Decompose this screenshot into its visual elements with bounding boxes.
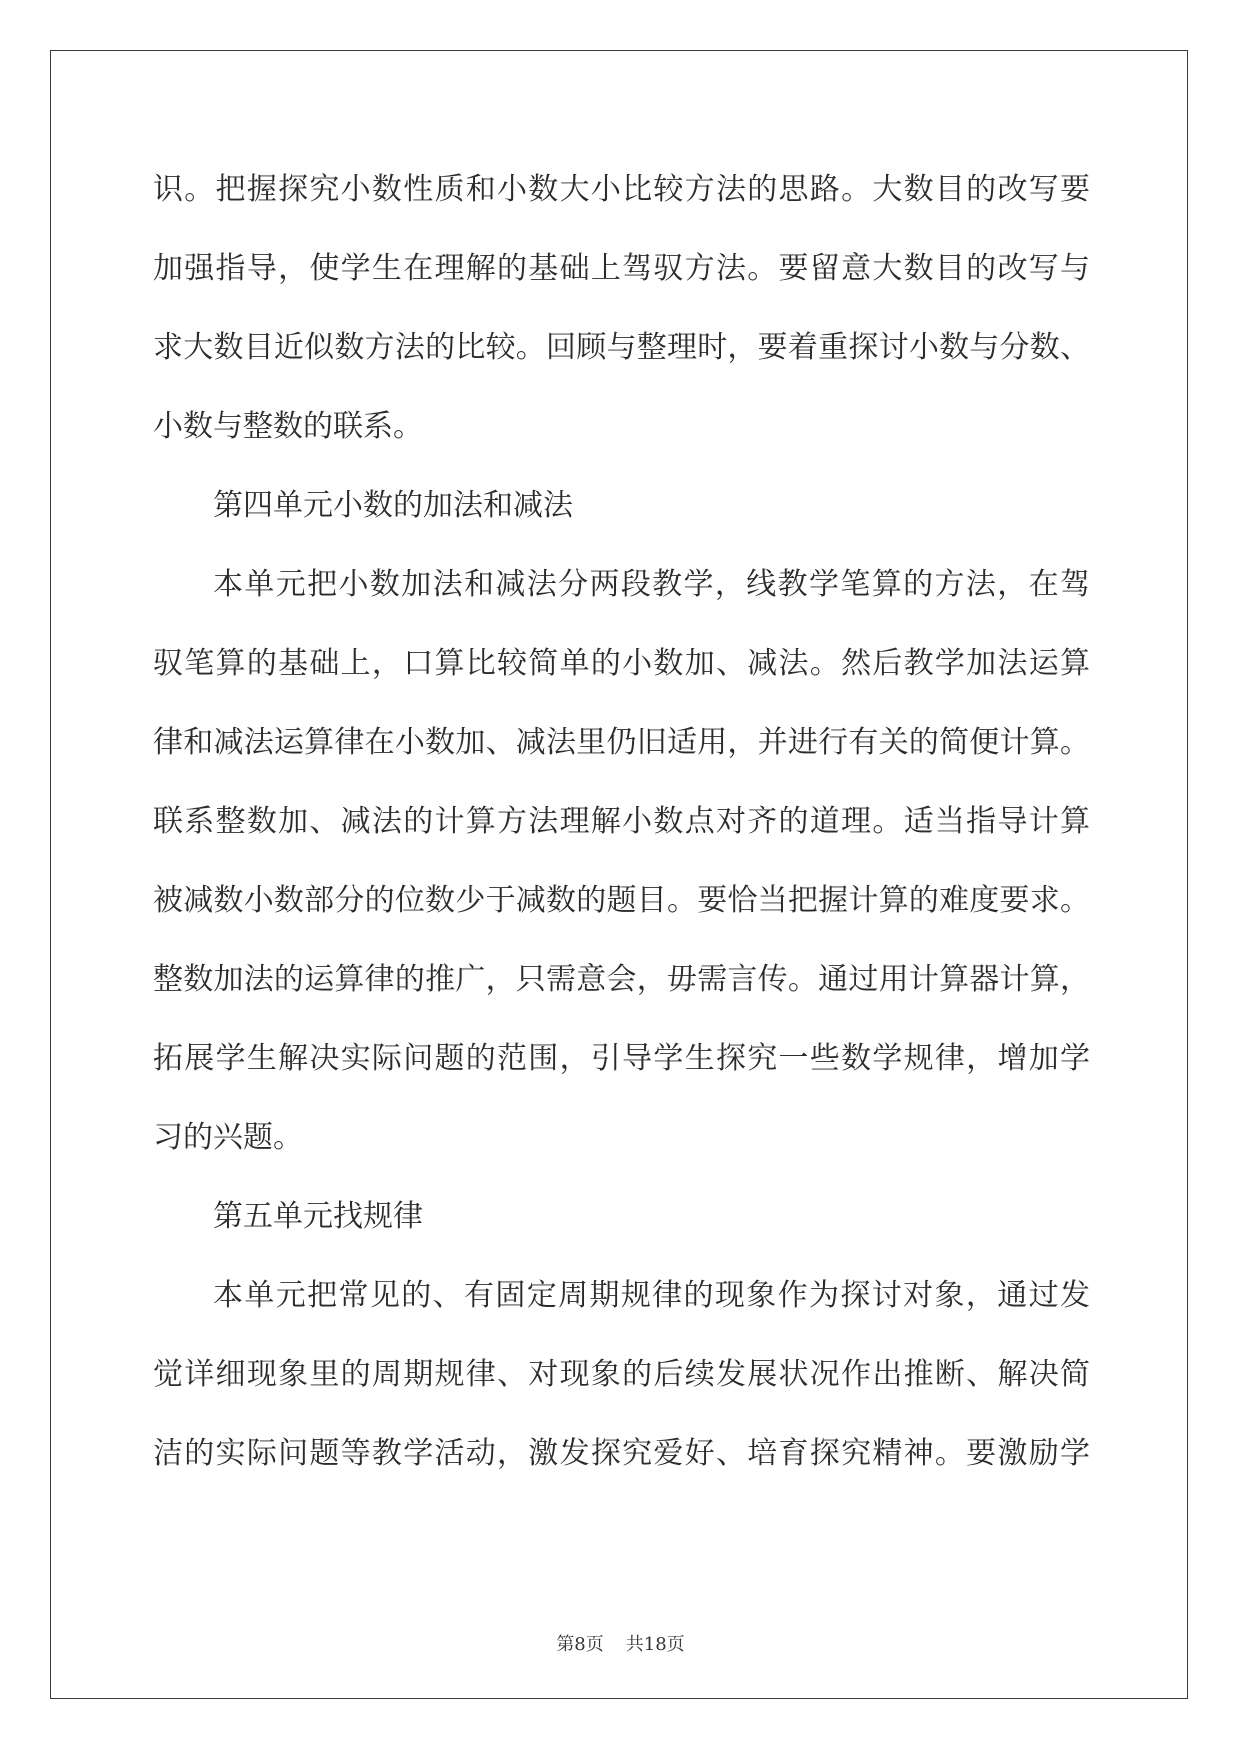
paragraph-line: 小数与整数的联系。 xyxy=(153,409,423,444)
paragraph-line: 识。把握探究小数性质和小数大小比较方法的思路。大数目的改写要 xyxy=(153,172,1090,207)
section-heading: 第四单元小数的加法和减法 xyxy=(213,488,573,523)
paragraph-line: 本单元把小数加法和减法分两段教学，线教学笔算的方法，在驾 xyxy=(213,567,1090,602)
section-heading: 第五单元找规律 xyxy=(213,1199,423,1234)
paragraph-line: 求大数目近似数方法的比较。回顾与整理时，要着重探讨小数与分数、 xyxy=(153,330,1090,365)
paragraph-line: 洁的实际问题等教学活动，激发探究爱好、培育探究精神。要激励学 xyxy=(153,1436,1090,1471)
paragraph-line: 被减数小数部分的位数少于减数的题目。要恰当把握计算的难度要求。 xyxy=(153,883,1090,918)
paragraph-line: 本单元把常见的、有固定周期规律的现象作为探讨对象，通过发 xyxy=(213,1278,1090,1313)
paragraph-line: 觉详细现象里的周期规律、对现象的后续发展状况作出推断、解决简 xyxy=(153,1357,1090,1392)
paragraph-line: 整数加法的运算律的推广，只需意会，毋需言传。通过用计算器计算， xyxy=(153,962,1090,997)
total-pages-label: 共18页 xyxy=(625,1634,685,1655)
paragraph-line: 加强指导，使学生在理解的基础上驾驭方法。要留意大数目的改写与 xyxy=(153,251,1090,286)
paragraph-line: 驭笔算的基础上，口算比较简单的小数加、减法。然后教学加法运算 xyxy=(153,646,1090,681)
paragraph-line: 律和减法运算律在小数加、减法里仍旧适用，并进行有关的简便计算。 xyxy=(153,725,1090,760)
page-footer xyxy=(0,1630,1241,1656)
document-body xyxy=(153,155,1090,1498)
paragraph-line: 联系整数加、减法的计算方法理解小数点对齐的道理。适当指导计算 xyxy=(153,804,1090,839)
paragraph-line: 习的兴题。 xyxy=(153,1120,303,1155)
current-page-label: 第8页 xyxy=(556,1634,604,1655)
paragraph-line: 拓展学生解决实际问题的范围，引导学生探究一些数学规律，增加学 xyxy=(153,1041,1090,1076)
